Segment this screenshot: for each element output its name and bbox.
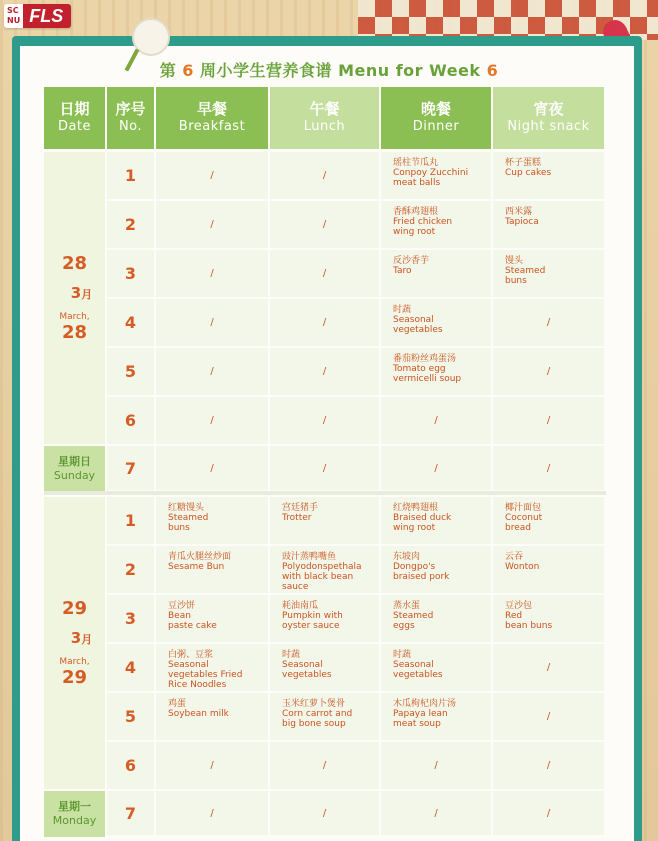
dish-name-zh: 时蔬 [393, 305, 412, 315]
empty-mark: / [322, 268, 327, 279]
dish-name-en: Bean [168, 611, 191, 621]
day-number-en: 28 [61, 322, 88, 343]
table-row [107, 250, 606, 299]
empty-mark: / [322, 415, 327, 426]
table-row [107, 397, 606, 446]
day-number: 28 [61, 253, 88, 274]
meal-cell-lunch [270, 152, 381, 201]
empty-mark: / [210, 170, 214, 181]
dish-name-en: Fried chicken [393, 217, 453, 227]
dish-name-en: Steamed [393, 611, 434, 621]
empty-mark: / [210, 807, 214, 819]
dish-name-zh: 瑶柱节瓜丸 [393, 158, 439, 168]
dish-name-zh: 红糖馒头 [168, 503, 205, 513]
row-number: 3 [107, 595, 156, 644]
dish-name-en: Tapioca [505, 217, 539, 227]
table-row [107, 497, 606, 546]
month-en: March, [59, 312, 90, 322]
row-number: 7 [107, 791, 156, 837]
meal-cell-lunch [270, 250, 381, 299]
dish-name-en: vegetables Fried [168, 670, 243, 680]
dish-name-en: meat soup [393, 719, 441, 729]
meal-cell-snack [493, 693, 606, 742]
dish-name-zh: 反沙香芋 [393, 256, 430, 266]
meal-cell-lunch [270, 644, 381, 693]
table-row [107, 644, 606, 693]
dish-name-zh: 豆沙包 [505, 601, 533, 611]
table-header [44, 87, 606, 151]
dish-name-en: Steamed [168, 513, 209, 523]
day-block [44, 152, 606, 492]
empty-mark: / [210, 268, 214, 279]
meal-cell-snack [493, 742, 606, 791]
header-breakfast: 早餐 Breakfast [156, 87, 270, 151]
dish-name-en: Coconut [505, 513, 543, 523]
dish-name-zh: 云吞 [505, 552, 524, 562]
meal-cell-snack [493, 644, 606, 693]
meal-cell-breakfast [156, 595, 270, 644]
empty-mark: / [322, 170, 327, 181]
meal-cell-breakfast [156, 397, 270, 446]
dish-name-en: oyster sauce [282, 621, 340, 631]
meal-cell-lunch [270, 397, 381, 446]
month-zh: 月 [81, 288, 93, 301]
date-cell [44, 152, 107, 446]
table-row [107, 299, 606, 348]
table-row [107, 201, 606, 250]
empty-mark: / [546, 415, 551, 426]
day-separator [44, 491, 606, 495]
dish-name-zh: 白粥、豆浆 [168, 650, 214, 660]
dish-name-zh: 红烧鸭翅根 [393, 503, 439, 513]
row-number: 4 [107, 644, 156, 693]
row-number: 5 [107, 693, 156, 742]
meal-cell-lunch [270, 201, 381, 250]
dish-name-en: Seasonal [168, 660, 209, 670]
empty-mark: / [546, 462, 551, 474]
dish-name-en: Seasonal [282, 660, 323, 670]
dish-name-zh: 西米露 [505, 207, 533, 217]
date-column [44, 152, 107, 492]
dish-name-en: Seasonal [393, 315, 434, 325]
empty-mark: / [546, 807, 551, 819]
row-number: 7 [107, 446, 156, 492]
month-number: 3月 [70, 284, 93, 302]
meal-cell-breakfast [156, 446, 270, 492]
day-number: 29 [61, 598, 88, 619]
meal-cell-dinner [381, 791, 493, 837]
meal-cell-breakfast [156, 693, 270, 742]
empty-mark: / [546, 662, 551, 673]
meal-cell-breakfast [156, 152, 270, 201]
dish-name-en: wing root [393, 523, 436, 533]
dish-name-en: paste cake [168, 621, 217, 631]
table-row [107, 791, 606, 837]
meal-cell-snack [493, 595, 606, 644]
day-block [44, 497, 606, 837]
dish-name-en: bread [505, 523, 531, 533]
meal-cell-dinner [381, 250, 493, 299]
meal-cell-snack [493, 348, 606, 397]
empty-mark: / [546, 317, 551, 328]
dish-name-en: Taro [393, 266, 412, 276]
dish-name-en: buns [168, 523, 190, 533]
dish-name-en: Papaya lean [393, 709, 448, 719]
empty-mark: / [546, 366, 551, 377]
dish-name-en: Cup cakes [505, 168, 552, 178]
dish-name-en: Conpoy Zucchini [393, 168, 469, 178]
row-number: 4 [107, 299, 156, 348]
day-number-en: 29 [61, 667, 88, 688]
meal-cell-breakfast [156, 644, 270, 693]
empty-mark: / [434, 760, 438, 771]
meal-cell-snack [493, 446, 606, 492]
fls-logo [4, 4, 71, 28]
meal-cell-dinner [381, 201, 493, 250]
empty-mark: / [210, 415, 214, 426]
dish-name-en: with black bean [282, 572, 354, 582]
dish-name-en: Wonton [505, 562, 540, 572]
meal-cell-dinner [381, 497, 493, 546]
header-dinner: 晚餐 Dinner [381, 87, 493, 151]
dish-name-en: vegetables [282, 670, 332, 680]
row-number: 2 [107, 201, 156, 250]
dish-name-en: meat balls [393, 178, 441, 188]
dish-name-en: Seasonal [393, 660, 434, 670]
meal-cell-snack [493, 497, 606, 546]
logo-sc: SC [7, 6, 19, 15]
dish-name-en: Steamed [505, 266, 546, 276]
dish-name-en: Tomato egg [393, 364, 446, 374]
table-row [107, 595, 606, 644]
dish-name-en: Dongpo's [393, 562, 436, 572]
meal-cell-snack [493, 299, 606, 348]
dish-name-zh: 玉米红萝卜煲骨 [282, 699, 346, 709]
logo-brand: FLS [23, 4, 71, 28]
meal-cell-breakfast [156, 250, 270, 299]
meal-cell-dinner [381, 152, 493, 201]
table-row [107, 152, 606, 201]
empty-mark: / [322, 219, 327, 230]
row-number: 6 [107, 397, 156, 446]
logo-nu: NU [7, 16, 21, 25]
dish-name-en: Red [505, 611, 523, 621]
empty-mark: / [322, 462, 327, 474]
dish-name-en: Braised duck [393, 513, 452, 523]
dish-name-en: big bone soup [282, 719, 346, 729]
header-night-snack: 宵夜 Night snack [493, 87, 606, 151]
empty-mark: / [322, 807, 327, 819]
row-number: 1 [107, 497, 156, 546]
empty-mark: / [322, 760, 327, 771]
header-no: 序号 No. [107, 87, 156, 151]
dish-name-zh: 东坡肉 [393, 552, 421, 562]
header-lunch: 午餐 Lunch [270, 87, 381, 151]
dish-name-en: buns [505, 276, 527, 286]
meal-cell-lunch [270, 791, 381, 837]
date-cell [44, 497, 107, 791]
dish-name-en: Trotter [282, 513, 312, 523]
table-row [107, 348, 606, 397]
dish-name-en: wing root [393, 227, 436, 237]
table-row [107, 693, 606, 742]
dish-name-en: Sesame Bun [168, 562, 225, 572]
dish-name-en: vegetables [393, 325, 443, 335]
dish-name-zh: 时蔬 [393, 650, 412, 660]
row-number: 6 [107, 742, 156, 791]
dish-name-zh: 宫廷猪手 [282, 503, 319, 513]
empty-mark: / [210, 760, 214, 771]
meal-cell-dinner [381, 742, 493, 791]
meal-cell-dinner [381, 595, 493, 644]
row-number: 2 [107, 546, 156, 595]
header-date: 日期 Date [44, 87, 107, 151]
dish-name-zh: 豉汁蒸鸭嘴鱼 [282, 552, 337, 562]
dish-name-zh: 青瓜火腿丝炒面 [168, 552, 232, 562]
meal-cell-lunch [270, 595, 381, 644]
month-zh: 月 [81, 633, 93, 646]
dish-name-zh: 番茄粉丝鸡蛋汤 [393, 354, 457, 364]
empty-mark: / [322, 366, 327, 377]
meal-cell-lunch [270, 693, 381, 742]
table-row [107, 742, 606, 791]
page-title: 第 6 周小学生营养食谱 Menu for Week 6 [159, 61, 499, 80]
empty-mark: / [434, 462, 438, 474]
meal-cell-dinner [381, 397, 493, 446]
meal-cell-dinner [381, 693, 493, 742]
meal-cell-breakfast [156, 201, 270, 250]
dish-name-zh: 耗油南瓜 [282, 601, 319, 611]
dish-name-en: Rice Noodles [168, 680, 227, 690]
meal-cell-snack [493, 546, 606, 595]
empty-mark: / [210, 317, 214, 328]
dish-name-en: vermicelli soup [393, 374, 462, 384]
meal-cell-lunch [270, 742, 381, 791]
empty-mark: / [210, 366, 214, 377]
dish-name-en: braised pork [393, 572, 450, 582]
meal-rows [107, 152, 606, 492]
dish-name-en: Pumpkin with [282, 611, 343, 621]
empty-mark: / [210, 462, 214, 474]
row-number: 3 [107, 250, 156, 299]
meal-cell-dinner [381, 644, 493, 693]
dish-name-en: Soybean milk [168, 709, 229, 719]
dish-name-zh: 杯子蛋糕 [505, 158, 542, 168]
dish-name-en: vegetables [393, 670, 443, 680]
weekday-zh: 星期日 [58, 455, 91, 468]
weekday-en: Monday [52, 814, 97, 827]
dish-name-zh: 木瓜枸杞肉片汤 [393, 699, 457, 709]
dish-name-en: Polyodonspethala [282, 562, 362, 572]
weekday-label [44, 791, 107, 837]
empty-mark: / [210, 219, 214, 230]
meal-cell-breakfast [156, 299, 270, 348]
meal-cell-breakfast [156, 791, 270, 837]
weekday-label [44, 446, 107, 492]
meal-cell-snack [493, 397, 606, 446]
dish-name-en: sauce [282, 582, 309, 592]
month-en: March, [59, 657, 90, 667]
meal-cell-lunch [270, 348, 381, 397]
dish-name-zh: 馒头 [505, 256, 524, 266]
dish-name-zh: 椰汁面包 [505, 503, 542, 513]
weekday-en: Sunday [53, 469, 96, 482]
meal-cell-breakfast [156, 546, 270, 595]
meal-cell-lunch [270, 497, 381, 546]
row-number: 1 [107, 152, 156, 201]
empty-mark: / [546, 760, 551, 771]
dish-name-en: Corn carrot and [282, 709, 353, 719]
dish-name-zh: 香酥鸡翅根 [393, 207, 439, 217]
empty-mark: / [434, 415, 438, 426]
date-column [44, 497, 107, 837]
meal-cell-dinner [381, 299, 493, 348]
dish-name-en: eggs [393, 621, 415, 631]
meal-cell-dinner [381, 348, 493, 397]
empty-mark: / [546, 711, 551, 722]
meal-rows [107, 497, 606, 837]
table-row [107, 546, 606, 595]
dish-name-en: bean buns [505, 621, 553, 631]
meal-cell-breakfast [156, 497, 270, 546]
meal-cell-breakfast [156, 742, 270, 791]
weekday-zh: 星期一 [58, 800, 91, 813]
meal-cell-snack [493, 791, 606, 837]
meal-cell-lunch [270, 446, 381, 492]
empty-mark: / [322, 317, 327, 328]
row-number: 5 [107, 348, 156, 397]
meal-cell-dinner [381, 446, 493, 492]
dish-name-zh: 蒸水蛋 [393, 601, 421, 611]
meal-cell-snack [493, 201, 606, 250]
meal-cell-snack [493, 152, 606, 201]
meal-cell-lunch [270, 299, 381, 348]
dish-name-zh: 豆沙饼 [168, 601, 196, 611]
meal-cell-dinner [381, 546, 493, 595]
table-row [107, 446, 606, 492]
dish-name-zh: 鸡蛋 [168, 699, 187, 709]
month-number: 3月 [70, 629, 93, 647]
meal-cell-snack [493, 250, 606, 299]
meal-cell-lunch [270, 546, 381, 595]
dish-name-zh: 时蔬 [282, 650, 301, 660]
meal-cell-breakfast [156, 348, 270, 397]
empty-mark: / [434, 807, 438, 819]
